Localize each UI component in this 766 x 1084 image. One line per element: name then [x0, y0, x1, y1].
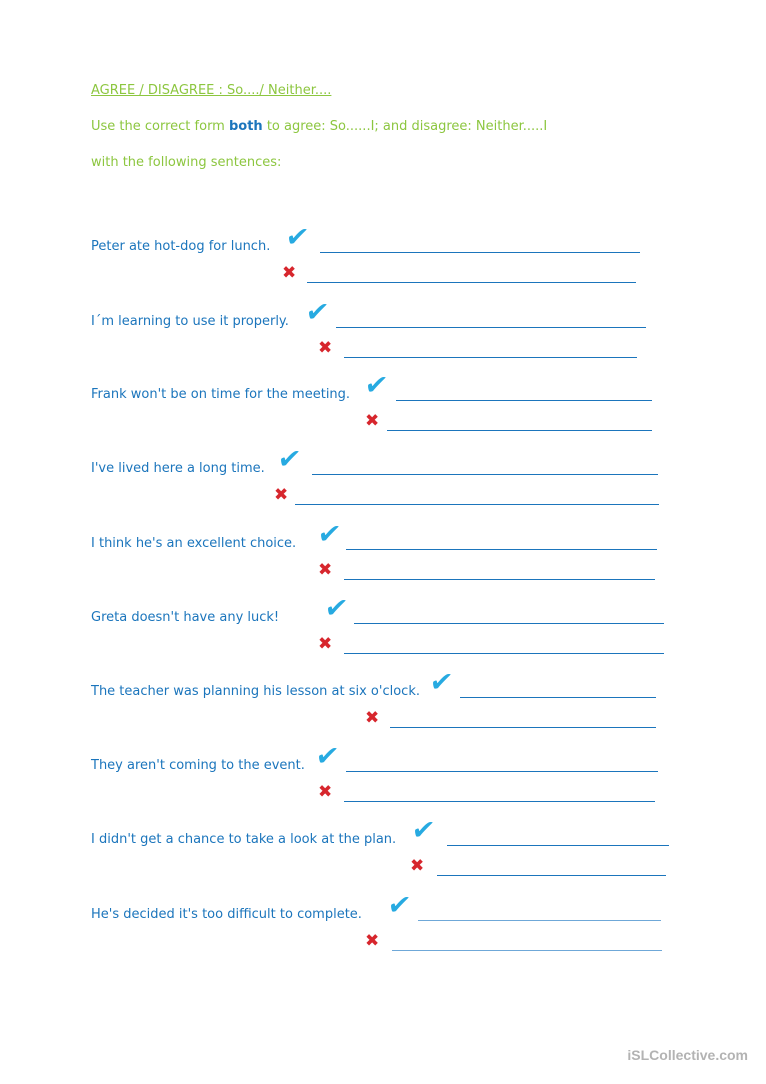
- cross-mark-icon: ✖: [318, 634, 333, 654]
- worksheet-title: AGREE / DISAGREE : So..../ Neither....: [91, 83, 332, 98]
- agree-answer-line[interactable]: [447, 845, 669, 846]
- disagree-answer-line[interactable]: [390, 727, 656, 728]
- check-mark-icon: ✔: [409, 815, 437, 846]
- check-mark-icon: ✔: [322, 593, 350, 624]
- exercise-sentence: They aren't coming to the event.: [91, 758, 305, 773]
- exercise-item: [0, 519, 766, 599]
- agree-answer-line[interactable]: [396, 400, 652, 401]
- exercise-item: [0, 890, 766, 970]
- check-mark-icon: ✔: [283, 222, 311, 253]
- exercise-sentence: I didn't get a chance to take a look at the plan.: [91, 832, 397, 847]
- exercise-item: [0, 297, 766, 377]
- exercise-item: [0, 222, 766, 302]
- instruction-emphasis: both: [228, 119, 263, 134]
- cross-mark-icon: ✖: [282, 263, 297, 283]
- disagree-answer-line[interactable]: [344, 801, 655, 802]
- cross-mark-icon: ✖: [274, 485, 289, 505]
- cross-mark-icon: ✖: [318, 560, 333, 580]
- instruction-pre: Use the correct form: [91, 119, 229, 134]
- cross-mark-icon: ✖: [365, 411, 380, 431]
- instruction-line-1: [91, 119, 547, 134]
- disagree-answer-line[interactable]: [295, 504, 659, 505]
- exercise-item: [0, 667, 766, 747]
- exercise-item: [0, 444, 766, 524]
- check-mark-icon: ✔: [385, 890, 413, 921]
- check-mark-icon: ✔: [303, 297, 331, 328]
- exercise-sentence: The teacher was planning his lesson at six o'clock.: [91, 684, 420, 699]
- disagree-answer-line[interactable]: [344, 357, 637, 358]
- exercise-sentence: Peter ate hot-dog for lunch.: [91, 239, 271, 254]
- exercise-item: [0, 370, 766, 450]
- disagree-answer-line[interactable]: [437, 875, 666, 876]
- check-mark-icon: ✔: [315, 519, 343, 550]
- disagree-answer-line[interactable]: [387, 430, 652, 431]
- exercise-sentence: He's decided it's too difficult to complete.: [91, 907, 362, 922]
- disagree-answer-line[interactable]: [344, 579, 655, 580]
- agree-answer-line[interactable]: [312, 474, 658, 475]
- agree-answer-line[interactable]: [346, 771, 658, 772]
- cross-mark-icon: ✖: [410, 856, 425, 876]
- cross-mark-icon: ✖: [318, 338, 333, 358]
- instruction-post: to agree: So......I; and disagree: Neither.....I: [262, 119, 548, 134]
- check-mark-icon: ✔: [427, 667, 455, 698]
- exercise-sentence: I´m learning to use it properly.: [91, 314, 289, 329]
- agree-answer-line[interactable]: [418, 920, 661, 921]
- exercise-item: [0, 815, 766, 895]
- cross-mark-icon: ✖: [318, 782, 333, 802]
- agree-answer-line[interactable]: [346, 549, 657, 550]
- exercise-sentence: I think he's an excellent choice.: [91, 536, 297, 551]
- cross-mark-icon: ✖: [365, 931, 380, 951]
- exercise-sentence: I've lived here a long time.: [91, 461, 265, 476]
- exercise-item: [0, 741, 766, 821]
- disagree-answer-line[interactable]: [307, 282, 636, 283]
- instruction-line-2: with the following sentences:: [91, 155, 282, 170]
- agree-answer-line[interactable]: [320, 252, 640, 253]
- check-mark-icon: ✔: [275, 444, 303, 475]
- agree-answer-line[interactable]: [460, 697, 656, 698]
- agree-answer-line[interactable]: [336, 327, 646, 328]
- disagree-answer-line[interactable]: [392, 950, 662, 951]
- check-mark-icon: ✔: [313, 741, 341, 772]
- watermark: iSLCollective.com: [627, 1047, 748, 1063]
- cross-mark-icon: ✖: [365, 708, 380, 728]
- exercise-item: [0, 593, 766, 673]
- disagree-answer-line[interactable]: [344, 653, 664, 654]
- exercise-sentence: Frank won't be on time for the meeting.: [91, 387, 351, 402]
- check-mark-icon: ✔: [362, 370, 390, 401]
- agree-answer-line[interactable]: [354, 623, 664, 624]
- exercise-sentence: Greta doesn't have any luck!: [91, 610, 280, 625]
